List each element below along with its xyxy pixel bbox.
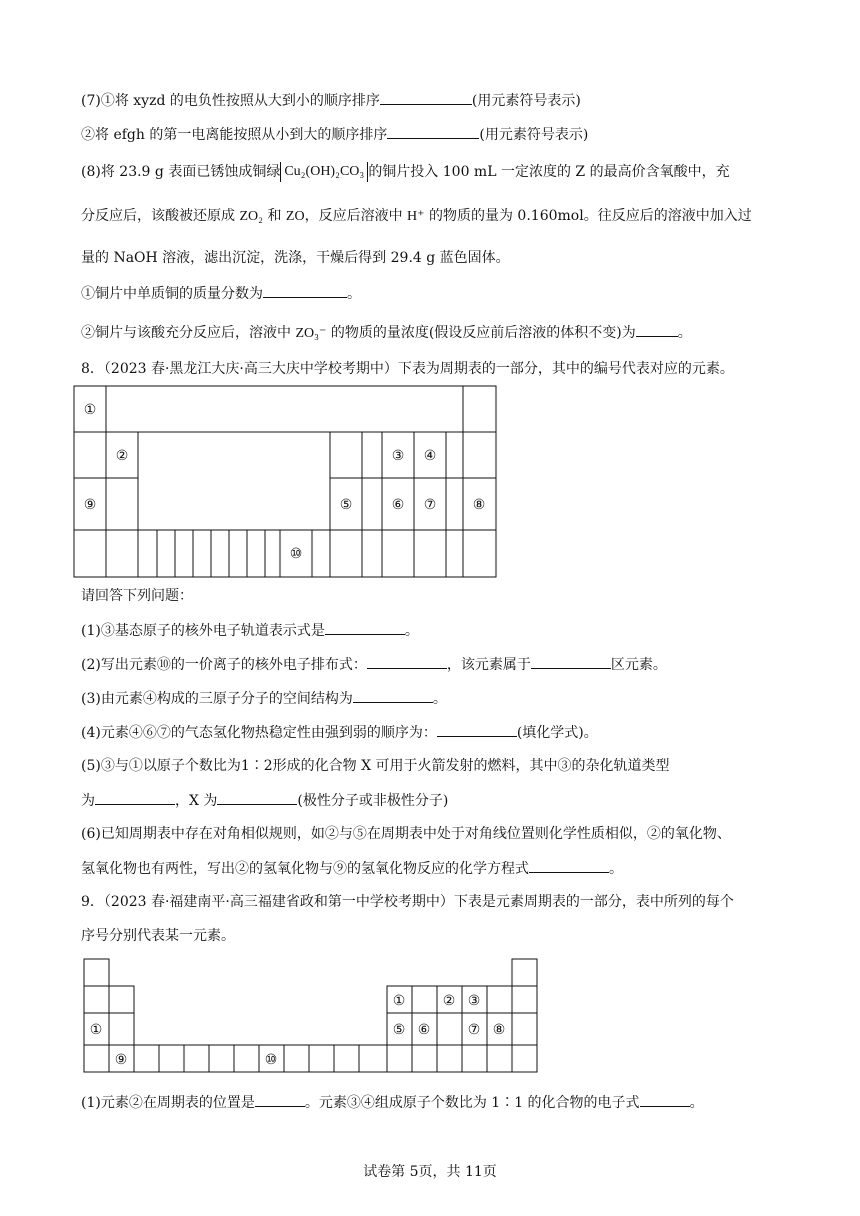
element-label: ⑩ (264, 1052, 278, 1068)
element-label: ② (115, 448, 129, 464)
answer-blank[interactable] (531, 654, 611, 669)
q7-line-1: (7)①将 xyzd 的电负性按照从大到小的顺序排序 (用元素符号表示) (81, 90, 581, 111)
element-label: ⑥ (417, 1022, 431, 1038)
q8part-line-2: 分反应后，该酸被还原成 ZO₂ 和 ZO，反应后溶液中 H⁺ 的物质的量为 0.160mol。往反应后的溶液中加入过 (81, 208, 752, 224)
q8part-line-5: ②铜片与该酸充分反应后，溶液中 ZO₃⁻ 的物质的量浓度(假设反应前后溶液的体积不变)为 。 (81, 322, 692, 344)
element-label: ② (442, 993, 456, 1009)
element-label: ③ (467, 993, 481, 1009)
q8-sub-4: (4)元素④⑥⑦的气态氢化物热稳定性由强到弱的顺序为： (填化学式)。 (81, 722, 598, 743)
element-label: ⑤ (339, 497, 353, 513)
q8-prompt: 请回答下列问题： (81, 588, 193, 604)
q7-line-2: ②将 efgh 的第一电离能按照从小到大的顺序排序 (用元素符号表示) (81, 124, 588, 145)
element-label: ① (392, 993, 406, 1009)
q9-table-labels (90, 993, 506, 1068)
q8-sub-5a: (5)③与①以原子个数比为1∶2形成的化合物 X 可用于火箭发射的燃料，其中③的杂化轨道类型 (81, 758, 670, 774)
answer-blank[interactable] (217, 790, 297, 805)
answer-blank[interactable] (255, 1092, 305, 1107)
answer-blank[interactable] (640, 1092, 690, 1107)
q8-table-grid (74, 386, 496, 577)
answer-blank[interactable] (325, 620, 405, 635)
element-label: ⑩ (289, 546, 303, 562)
q8-sub-6b: 氢氧化物也有两性，写出②的氢氧化物与⑨的氢氧化物反应的化学方程式 。 (81, 858, 623, 879)
element-label: ⑦ (423, 497, 437, 513)
element-label: ⑦ (467, 1022, 481, 1038)
element-label: ⑥ (391, 497, 405, 513)
answer-blank[interactable] (437, 722, 517, 737)
q8-sub-3: (3)由元素④构成的三原子分子的空间结构为 。 (81, 688, 447, 709)
element-label: ⑧ (472, 497, 486, 513)
q9-table-grid (84, 959, 537, 1072)
q8part-line-3: 量的 NaOH 溶液，滤出沉淀，洗涤，干燥后得到 29.4 g 蓝色固体。 (81, 250, 510, 266)
element-label: ⑤ (392, 1022, 406, 1038)
q8-table-labels (84, 402, 486, 562)
q8part-line-1: (8)将 23.9 g 表面已锈蚀成铜绿 Cu₂(OH)₂CO₃ 的铜片投入 100 mL 一定浓度的 Z 的最高价含氧酸中，充 (81, 164, 730, 180)
q9-header-1: 9．（2023 春·福建南平·高三福建省政和第一中学校考期中）下表是元素周期表的一部分，表中所列的每个 (81, 894, 734, 910)
element-label: ④ (423, 448, 437, 464)
element-label: ⑨ (83, 497, 97, 513)
answer-blank[interactable] (529, 858, 609, 873)
q8-sub-2: (2)写出元素⑩的一价离子的核外电子排布式： ，该元素属于 区元素。 (81, 654, 667, 675)
element-label: ① (83, 402, 97, 418)
q8-header: 8．（2023 春·黑龙江大庆·高三大庆中学校考期中）下表为周期表的一部分，其中的编号代表对应的元素。 (81, 361, 734, 377)
element-label: ① (89, 1022, 103, 1038)
q8-sub-6a: (6)已知周期表中存在对角相似规则，如②与⑤在周期表中处于对角线位置则化学性质相似，②的氧化物、 (81, 826, 731, 842)
q8-sub-1: (1)③基态原子的核外电子轨道表示式是 。 (81, 620, 419, 641)
answer-blank[interactable] (353, 688, 433, 703)
element-label: ⑨ (114, 1052, 128, 1068)
page-footer: 试卷第 5页，共 11页 (363, 1164, 497, 1180)
malachite-formula: Cu₂(OH)₂CO₃ (280, 162, 368, 182)
answer-blank[interactable] (95, 790, 175, 805)
element-label: ⑧ (492, 1022, 506, 1038)
q9-sub-1: (1)元素②在周期表的位置是 。元素③④组成原子个数比为 1∶1 的化合物的电子式 。 (81, 1092, 704, 1113)
q9-header-2: 序号分别代表某一元素。 (81, 928, 235, 944)
element-label: ③ (391, 448, 405, 464)
answer-blank[interactable] (367, 654, 447, 669)
q8-sub-5b: 为 ，X 为 (极性分子或非极性分子) (81, 790, 448, 811)
q8part-line-4: ①铜片中单质铜的质量分数为 。 (81, 283, 361, 304)
